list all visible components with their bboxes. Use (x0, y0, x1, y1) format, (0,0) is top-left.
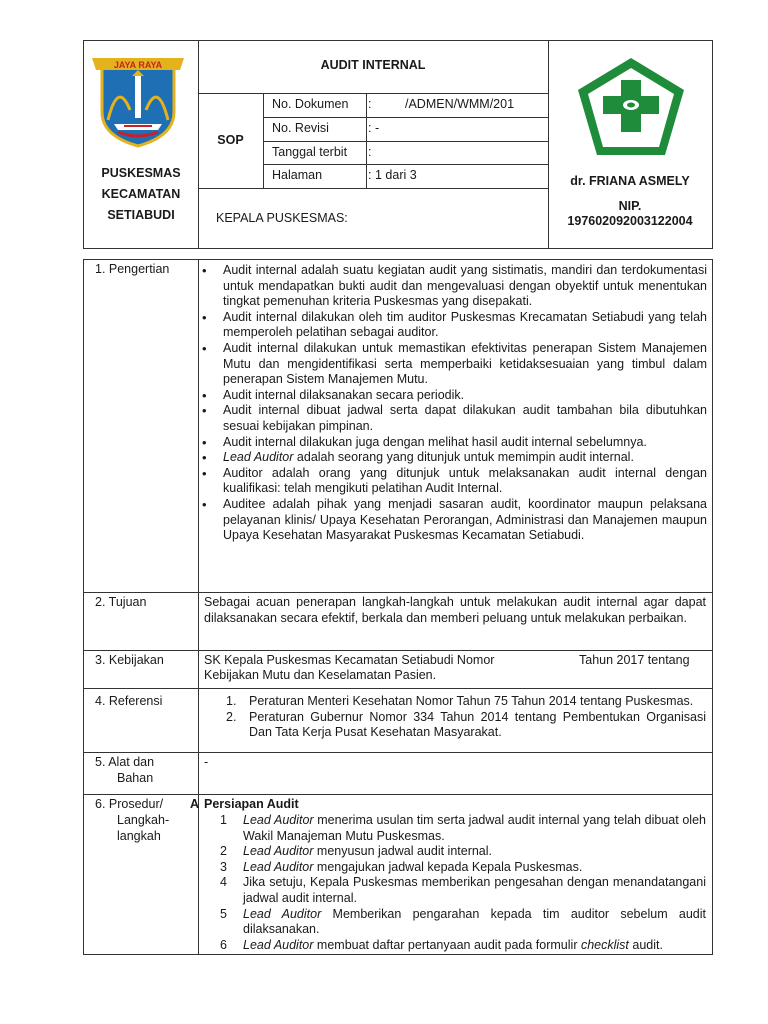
list-item: 6 Lead Auditor membuat daftar pertanyaan audit pada formulir checklist audit. (220, 937, 663, 952)
field-label-halaman: Halaman (272, 168, 323, 182)
list-item: • Audit internal dilakukan oleh tim auditor Puskesmas Krecamatan Setiabudi yang telah memperoleh pelatihan sebagai auditor. (199, 310, 707, 341)
field-label-no-dokumen: No. Dokumen (272, 97, 349, 111)
list-item: 4 Jika setuju, Kepala Puskesmas memberikan pengesahan dengan menandatangani jadwal audit internal. (220, 875, 706, 905)
puskesmas-logo (575, 56, 687, 158)
field-sep: : (368, 121, 372, 135)
field-sep: : (368, 145, 372, 159)
field-value-no-dokumen: /ADMEN/WMM/201 (405, 97, 515, 111)
head-label: KEPALA PUSKESMAS: (216, 211, 348, 225)
org-name-line2: KECAMATAN (101, 187, 181, 201)
list-item: • Lead Auditor adalah seorang yang ditunjuk untuk memimpin audit internal. (199, 450, 707, 466)
section-label-alat-line2: Bahan (117, 771, 154, 785)
section-label-referensi: 4. Referensi (95, 694, 163, 708)
pengertian-list (199, 263, 707, 544)
field-value-no-revisi: - (375, 121, 380, 135)
nip-label: NIP. (618, 199, 642, 213)
head-name: dr. FRIANA ASMELY (570, 174, 690, 188)
list-item: • Audit internal dibuat jadwal serta dapat dilakukan audit tambahan bila dibutuhkan sesuai kebijakan pimpinan. (199, 403, 707, 434)
section-label-prosedur-line2: Langkah- (117, 813, 170, 827)
sop-label: SOP (217, 133, 244, 147)
section-label-kebijakan: 3. Kebijakan (95, 653, 164, 667)
list-item: 2. Peraturan Gubernur Nomor 334 Tahun 2014 tentang Pembentukan Organisasi Dan Tata Kerja Pusat Kesehatan Masyarakat. (226, 709, 706, 740)
svg-text:JAYA RAYA: JAYA RAYA (113, 60, 163, 70)
list-item: 5 Lead Auditor Memberikan pengarahan kepada tim auditor sebelum audit dilaksanakan. (220, 906, 706, 937)
field-sep: : (368, 168, 372, 182)
alat-text: - (204, 755, 209, 769)
nip-value: 197602092003122004 (567, 214, 693, 228)
list-item: • Audit internal dilakukan juga dengan melihat hasil audit internal sebelumnya. (199, 435, 707, 451)
section-label-tujuan: 2. Tujuan (95, 595, 147, 609)
kebijakan-line2: Kebijakan Mutu dan Keselamatan Pasien. (204, 668, 437, 682)
prosedur-sub-letter: A (190, 797, 200, 811)
field-label-no-revisi: No. Revisi (272, 121, 329, 135)
list-item: • Auditee adalah pihak yang menjadi sasaran audit, koordinator maupun pelaksana pelayanan klinis/ Upaya Kesehatan Perorangan, Administrasi dan Manajemen maupun Upaya Kesehatan Masyarakat Puskesmas Kecamatan Setiabudi. (199, 497, 707, 544)
field-label-tanggal-terbit: Tanggal terbit (272, 145, 348, 159)
section-label-alat-line1: 5. Alat dan (95, 755, 155, 769)
list-item: 1 Lead Auditor menerima usulan tim serta jadwal audit internal yang telah dibuat oleh Wakil Manajeman Mutu Puskesmas. (220, 813, 706, 843)
list-item: • Auditor adalah orang yang ditunjuk untuk melaksanakan audit internal dengan kualifikasi: telah mengikuti pelatihan Audit Internal. (199, 466, 707, 497)
list-item: • Audit internal dilakukan untuk memastikan efektivitas penerapan Sistem Manajemen Mutu dan mengidentifikasi serta memperbaiki ketidaksesuaian yang timbul dalam penerapan Sistem Manajemen Mutu. (199, 341, 707, 388)
field-value-halaman: 1 dari 3 (375, 168, 417, 182)
list-item: 2 Lead Auditor menyusun jadwal audit internal. (220, 844, 493, 859)
list-item: • Audit internal adalah suatu kegiatan audit yang sistimatis, mandiri dan terdokumentasi untuk mendapatkan bukti audit dan mengevaluasi dengan obyektif untuk menentukan tingkat pemenuhan kriteria Puskesmas yang disepakati. (199, 263, 707, 310)
list-item: 1. Peraturan Menteri Kesehatan Nomor Tahun 75 Tahun 2014 tentang Puskesmas. (226, 694, 694, 708)
list-item: • Audit internal dilaksanakan secara periodik. (199, 388, 707, 404)
kebijakan-line1-b: Tahun 2017 tentang (579, 653, 690, 667)
org-name-line1: PUSKESMAS (101, 166, 181, 180)
document-title: AUDIT INTERNAL (320, 58, 426, 72)
list-item: 3 Lead Auditor mengajukan jadwal kepada Kepala Puskesmas. (220, 859, 583, 874)
prosedur-sub-title: Persiapan Audit (204, 797, 299, 811)
referensi-list (226, 694, 706, 741)
section-label-prosedur-line1: 6. Prosedur/ (95, 797, 164, 811)
section-label-prosedur-line3: langkah (117, 829, 161, 843)
kebijakan-line1-a: SK Kepala Puskesmas Kecamatan Setiabudi Nomor (204, 653, 495, 667)
section-label-pengertian: 1. Pengertian (95, 262, 170, 276)
jaya-raya-logo (88, 50, 188, 150)
field-sep: : (368, 97, 372, 111)
prosedur-steps (220, 813, 706, 953)
tujuan-text: Sebagai acuan penerapan langkah-langkah untuk melakukan audit internal agar dapat dilaksanakan secara efektif, berkala dan memberi peluang untuk melakukan perbaikan. (204, 595, 706, 625)
org-name-line3: SETIABUDI (107, 208, 175, 222)
